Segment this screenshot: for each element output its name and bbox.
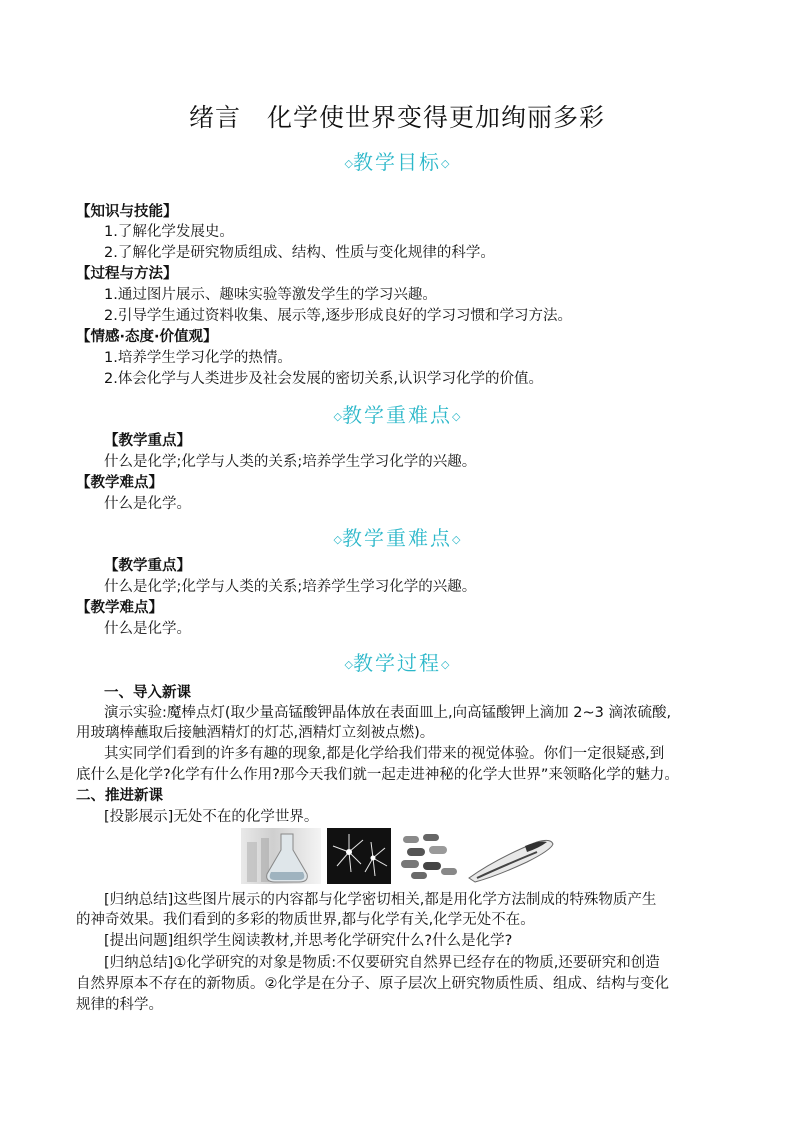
page-title: 绪言 化学使世界变得更加绚丽多彩 (188, 103, 605, 132)
demo-text-cont: 用玻璃棒蘸取后接触酒精灯的灯芯,酒精灯立刻被点燃)。 (76, 725, 435, 741)
diamond-icon: ◇ (344, 658, 353, 671)
intro-text-cont: 底什么是化学?化学有什么作用?那今天我们就一起走进神秘的化学大世界”来领略化学的魅力。 (76, 767, 679, 783)
summary-text: [归纳总结]这些图片展示的内容都与化学密切相关,都是用化学方法制成的特殊物质产生 (104, 892, 657, 908)
section-title: 教学目标 (353, 150, 441, 174)
focus-text: 什么是化学;化学与人类的关系;培养学生学习化学的兴趣。 (104, 579, 477, 595)
part1-heading: 一、导入新课 (104, 685, 191, 701)
diamond-icon: ◇ (333, 533, 342, 546)
diamond-icon: ◇ (344, 157, 353, 170)
summary2-text-end: 规律的科学。 (76, 997, 163, 1013)
diamond-icon: ◇ (452, 410, 461, 423)
focus-heading: 【教学重点】 (104, 558, 191, 574)
intro-text: 其实同学们看到的许多有趣的现象,都是化学给我们带来的视觉体验。你们一定很疑惑,到 (104, 746, 665, 762)
section-title: 教学过程 (353, 651, 441, 675)
section-heading-objectives (0, 146, 794, 175)
process-method-item: 2.引导学生通过资料收集、展示等,逐步形成良好的学习习惯和学习方法。 (104, 308, 572, 324)
process-method-item: 1.通过图片展示、趣味实验等激发学生的学习兴趣。 (104, 287, 437, 303)
summary2-text-cont: 自然界原本不存在的新物质。②化学是在分子、原子层次上研究物质性质、组成、结构与变化 (76, 976, 669, 992)
section-title: 教学重难点 (342, 526, 452, 550)
pills-image (397, 828, 461, 884)
emotion-heading: 【情感·态度·价值观】 (76, 329, 218, 345)
diamond-icon: ◇ (441, 658, 450, 671)
knowledge-item: 1.了解化学发展史。 (104, 224, 234, 240)
knowledge-item: 2.了解化学是研究物质组成、结构、性质与变化规律的科学。 (104, 245, 495, 261)
emotion-item: 2.体会化学与人类进步及社会发展的密切关系,认识学习化学的价值。 (104, 371, 543, 387)
demo-text: 演示实验:魔棒点灯(取少量高锰酸钾晶体放在表面皿上,向高锰酸钾上滴加 2~3 滴浓硫酸, (104, 705, 672, 721)
difficulty-heading: 【教学难点】 (76, 475, 163, 491)
diamond-icon: ◇ (452, 533, 461, 546)
section-heading-key-points (0, 399, 794, 428)
process-method-heading: 【过程与方法】 (76, 266, 178, 282)
knowledge-heading: 【知识与技能】 (76, 204, 178, 220)
section-heading-key-points-repeat (0, 522, 794, 551)
question-text: [提出问题]组织学生阅读教材,并思考化学研究什么?什么是化学? (104, 933, 513, 949)
emotion-item: 1.培养学生学习化学的热情。 (104, 350, 292, 366)
part2-heading: 二、推进新课 (76, 788, 163, 804)
focus-heading: 【教学重点】 (104, 433, 191, 449)
bullet-train-image (467, 828, 555, 884)
section-heading-process (0, 647, 794, 676)
projection-text: [投影展示]无处不在的化学世界。 (104, 809, 319, 825)
lab-flask-image (241, 828, 321, 884)
section-title: 教学重难点 (342, 403, 452, 427)
difficulty-heading: 【教学难点】 (76, 600, 163, 616)
diamond-icon: ◇ (333, 410, 342, 423)
focus-text: 什么是化学;化学与人类的关系;培养学生学习化学的兴趣。 (104, 454, 477, 470)
chemistry-image-strip (241, 828, 555, 884)
fireworks-image (327, 828, 391, 884)
difficulty-text: 什么是化学。 (104, 621, 191, 637)
diamond-icon: ◇ (441, 157, 450, 170)
difficulty-text: 什么是化学。 (104, 496, 191, 512)
summary2-text: [归纳总结]①化学研究的对象是物质:不仅要研究自然界已经存在的物质,还要研究和创造 (104, 955, 660, 971)
summary-text-cont: 的神奇效果。我们看到的多彩的物质世界,都与化学有关,化学无处不在。 (76, 912, 535, 928)
